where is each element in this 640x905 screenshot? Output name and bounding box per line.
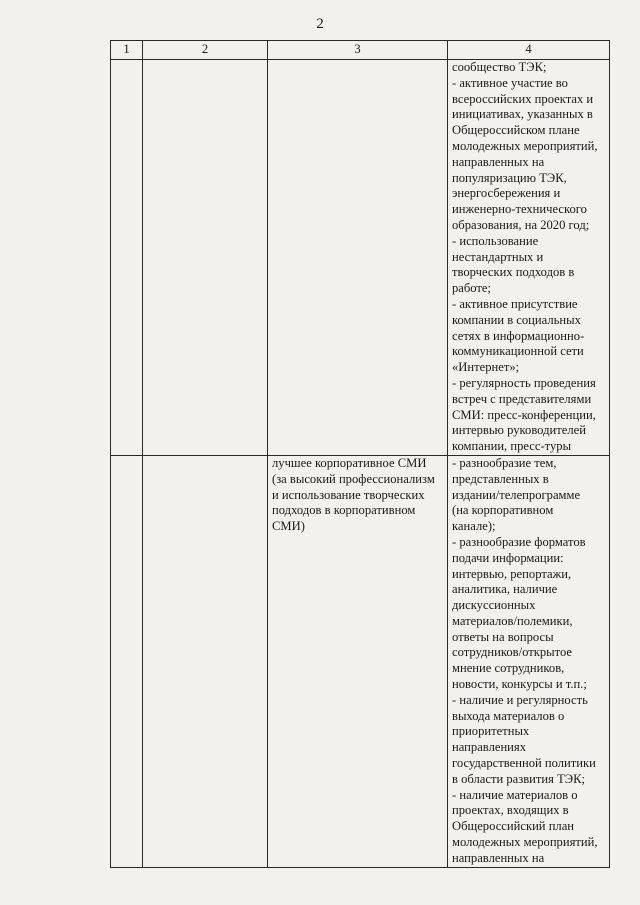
cell-text-line: энергосбережения и	[452, 186, 561, 201]
cell-text-line: канале);	[452, 519, 496, 534]
cell-text-line: интервью, репортажи,	[452, 566, 572, 581]
cell-text-line: инициативах, указанных в	[452, 107, 593, 122]
table-row	[111, 455, 610, 867]
cell-text-line: выхода материалов о	[452, 708, 565, 723]
column-header-4: 4	[448, 41, 610, 60]
cell-text-line: лучшее корпоративное СМИ	[272, 455, 427, 470]
cell-text-line: сотрудников/открытое	[452, 645, 573, 660]
cell-text-line: всероссийских проектах и	[452, 91, 594, 106]
cell-criteria	[448, 60, 610, 456]
column-header-1: 1	[111, 41, 143, 60]
cell-nomination	[268, 455, 448, 867]
cell-text-line: (на корпоративном	[452, 503, 554, 518]
cell-text-line: «Интернет»;	[452, 360, 520, 375]
cell-text-line: - активное присутствие	[452, 296, 578, 311]
cell-text-line: работе;	[452, 281, 492, 296]
cell-text-line: нестандартных и	[452, 249, 544, 264]
cell-text-line: материалов/полемики,	[452, 613, 573, 628]
cell-number	[111, 60, 143, 456]
cell-text-line: творческих подходов в	[452, 265, 575, 280]
cell-number	[111, 455, 143, 867]
cell-text-line: в области развития ТЭК;	[452, 771, 585, 786]
cell-text-line: аналитика, наличие	[452, 582, 558, 597]
cell-text-line: интервью руководителей	[452, 423, 586, 438]
cell-text-line: молодежных мероприятий,	[452, 835, 598, 850]
cell-text-line: коммуникационной сети	[452, 344, 584, 359]
cell-category	[143, 60, 268, 456]
cell-text-line: - разнообразие тем,	[452, 455, 557, 470]
cell-text-line: СМИ: пресс-конференции,	[452, 407, 596, 422]
cell-text-line: приоритетных	[452, 724, 530, 739]
cell-text-line: - наличие и регулярность	[452, 692, 588, 707]
cell-category	[143, 455, 268, 867]
cell-text-line: - наличие материалов о	[452, 787, 578, 802]
cell-text-line: инженерно-технического	[452, 202, 587, 217]
cell-text-line: проектах, входящих в	[452, 803, 569, 818]
cell-text-line: СМИ)	[272, 519, 305, 534]
cell-text-line: молодежных мероприятий,	[452, 138, 598, 153]
cell-text-line: новости, конкурсы и т.п.;	[452, 677, 587, 692]
cell-text-line: направленных на	[452, 850, 545, 865]
cell-nomination	[268, 60, 448, 456]
cell-text-line: популяризацию ТЭК,	[452, 170, 567, 185]
cell-text-line: издании/телепрограмме	[452, 487, 581, 502]
table-row	[111, 60, 610, 456]
cell-text-line: - активное участие во	[452, 75, 568, 90]
cell-text-line: - регулярность проведения	[452, 375, 596, 390]
cell-text-line: и использование творческих	[272, 487, 425, 502]
cell-text-line: подходов в корпоративном	[272, 503, 416, 518]
page-number: 2	[316, 16, 324, 32]
cell-text-line: сетях в информационно-	[452, 328, 585, 343]
cell-text-line: встреч с представителями	[452, 391, 592, 406]
cell-text-line: мнение сотрудников,	[452, 661, 565, 676]
cell-text-line: (за высокий профессионализм	[272, 471, 435, 486]
cell-text-line: представленных в	[452, 471, 549, 486]
cell-text-line: компании, пресс-туры	[452, 439, 572, 454]
column-header-3: 3	[268, 41, 448, 60]
cell-text-line: направлениях	[452, 740, 527, 755]
cell-text-line: Общероссийском плане	[452, 123, 580, 138]
cell-text-line: государственной политики	[452, 756, 596, 771]
cell-text-line: дискуссионных	[452, 598, 536, 613]
criteria-table	[110, 40, 610, 868]
cell-text-line: образования, на 2020 год;	[452, 217, 590, 232]
cell-text-line: компании в социальных	[452, 312, 581, 327]
table-header-row	[111, 41, 610, 60]
cell-text-line: - разнообразие форматов	[452, 534, 586, 549]
column-header-2: 2	[143, 41, 268, 60]
cell-text-line: Общероссийский план	[452, 819, 575, 834]
cell-text-line: - использование	[452, 233, 539, 248]
cell-text-line: подачи информации:	[452, 550, 564, 565]
cell-criteria	[448, 455, 610, 867]
cell-text-line: направленных на	[452, 154, 545, 169]
cell-text-line: сообщество ТЭК;	[452, 60, 547, 74]
cell-text-line: ответы на вопросы	[452, 629, 554, 644]
